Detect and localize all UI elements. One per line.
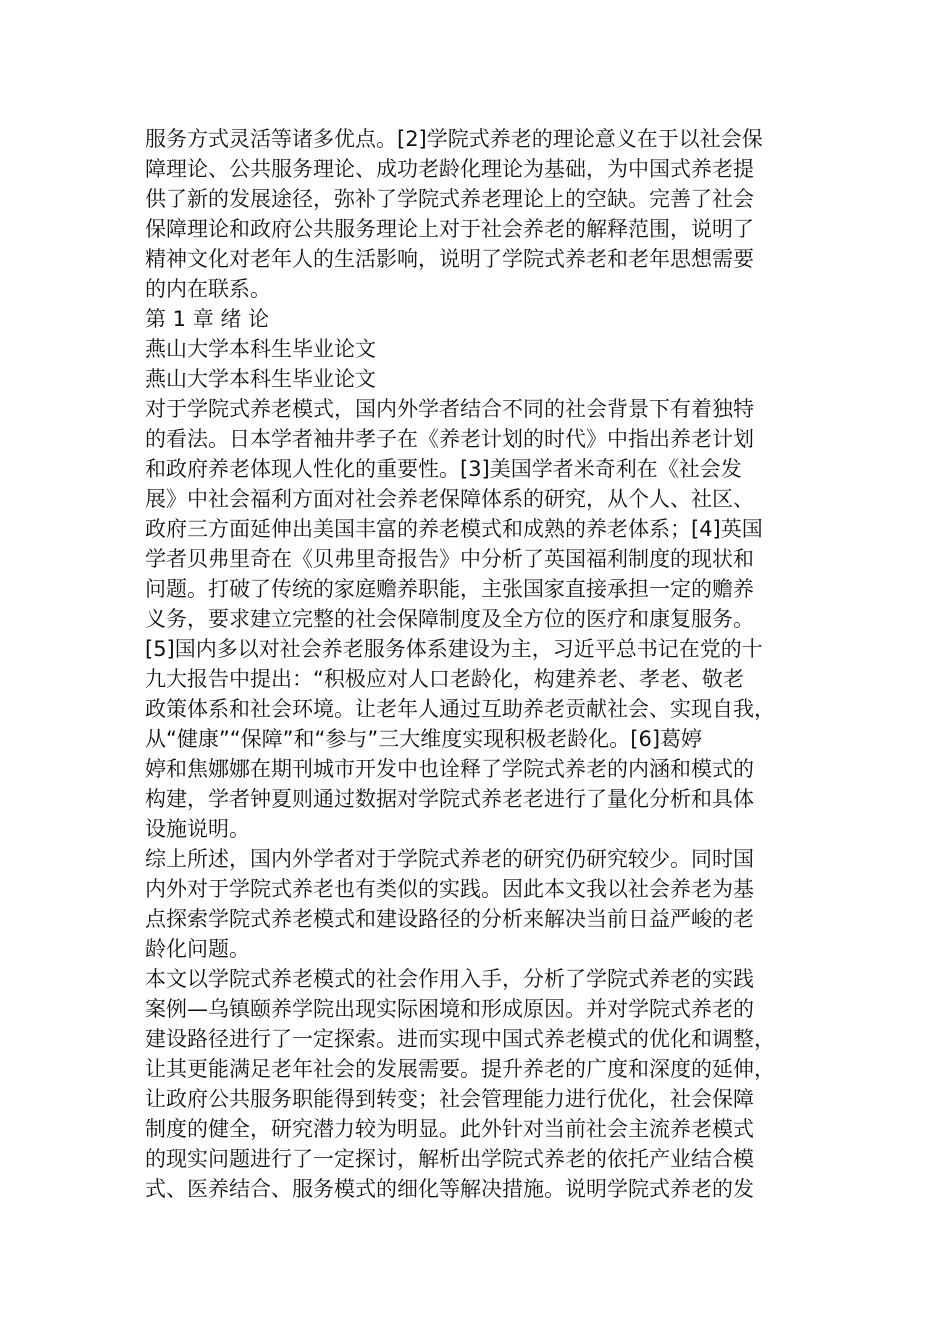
chapter-heading: 第 1 章 绪 论 [145, 307, 270, 331]
running-header: 燕山大学本科生毕业论文 [145, 337, 376, 361]
text-line: 对于学院式养老模式，国内外学者结合不同的社会背景下有着独特 [145, 397, 754, 421]
text-line: 供了新的发展途径，弥补了学院式养老理论上的空缺。完善了社会 [145, 187, 754, 211]
text-line: 建设路径进行了一定探索。进而实现中国式养老模式的优化和调整， [145, 1027, 775, 1051]
text-line: 综上所述，国内外学者对于学院式养老的研究仍研究较少。同时国 [145, 847, 754, 871]
text-line: 的内在联系。 [145, 277, 271, 301]
text-line: 内外对于学院式养老也有类似的实践。因此本文我以社会养老为基 [145, 877, 754, 901]
document-body [145, 124, 810, 1204]
paragraph-summary [145, 844, 810, 964]
text-line: 点探索学院式养老模式和建设路径的分析来解决当前日益严峻的老 [145, 907, 754, 931]
text-line: 展》中社会福利方面对社会养老保障体系的研究，从个人、社区、 [145, 487, 754, 511]
text-line: 和政府养老体现人性化的重要性。[3]美国学者米奇利在《社会发 [145, 457, 742, 481]
text-line: 精神文化对老年人的生活影响，说明了学院式养老和老年思想需要 [145, 247, 754, 271]
text-line: 婷和焦娜娜在期刊城市开发中也诠释了学院式养老的内涵和模式的 [145, 757, 754, 781]
text-line: 本文以学院式养老模式的社会作用入手，分析了学院式养老的实践 [145, 967, 754, 991]
text-line: 九大报告中提出：“积极应对人口老龄化，构建养老、孝老、敬老 [145, 667, 744, 691]
text-line: 政府三方面延伸出美国丰富的养老模式和成熟的养老体系；[4]英国 [145, 517, 763, 541]
text-line: 服务方式灵活等诸多优点。[2]学院式养老的理论意义在于以社会保 [145, 127, 763, 151]
text-line: 义务，要求建立完整的社会保障制度及全方位的医疗和康复服务。 [145, 607, 754, 631]
text-line: 问题。打破了传统的家庭赡养职能，主张国家直接承担一定的赡养 [145, 577, 754, 601]
paragraph-research-content [145, 964, 810, 1204]
text-line: 构建，学者钟夏则通过数据对学院式养老老进行了量化分析和具体 [145, 787, 754, 811]
running-header: 燕山大学本科生毕业论文 [145, 367, 376, 391]
text-line: 的看法。日本学者袖井孝子在《养老计划的时代》中指出养老计划 [145, 427, 754, 451]
text-line: 学者贝弗里奇在《贝弗里奇报告》中分析了英国福利制度的现状和 [145, 547, 754, 571]
text-line: 设施说明。 [145, 817, 250, 841]
text-line: 政策体系和社会环境。让老年人通过互助养老贡献社会、实现自我， [145, 697, 775, 721]
text-line: [5]国内多以对社会养老服务体系建设为主，习近平总书记在党的十 [145, 637, 763, 661]
paragraph-literature-review [145, 394, 810, 844]
text-line: 案例—乌镇颐养学院出现实际困境和形成原因。并对学院式养老的 [145, 997, 754, 1021]
text-line: 制度的健全，研究潜力较为明显。此外针对当前社会主流养老模式 [145, 1117, 754, 1141]
text-line: 保障理论和政府公共服务理论上对于社会养老的解释范围，说明了 [145, 217, 754, 241]
text-line: 障理论、公共服务理论、成功老龄化理论为基础，为中国式养老提 [145, 157, 754, 181]
text-line: 让其更能满足老年社会的发展需要。提升养老的广度和深度的延伸， [145, 1057, 775, 1081]
paragraph-theory-significance [145, 124, 810, 304]
text-line: 从“健康”“保障”和“参与”三大维度实现积极老龄化。[6]葛婷 [145, 727, 703, 751]
text-line: 龄化问题。 [145, 937, 250, 961]
text-line: 让政府公共服务职能得到转变；社会管理能力进行优化，社会保障 [145, 1087, 754, 1111]
text-line: 式、医养结合、服务模式的细化等解决措施。说明学院式养老的发 [145, 1177, 754, 1201]
text-line: 的现实问题进行了一定探讨，解析出学院式养老的依托产业结合模 [145, 1147, 754, 1171]
